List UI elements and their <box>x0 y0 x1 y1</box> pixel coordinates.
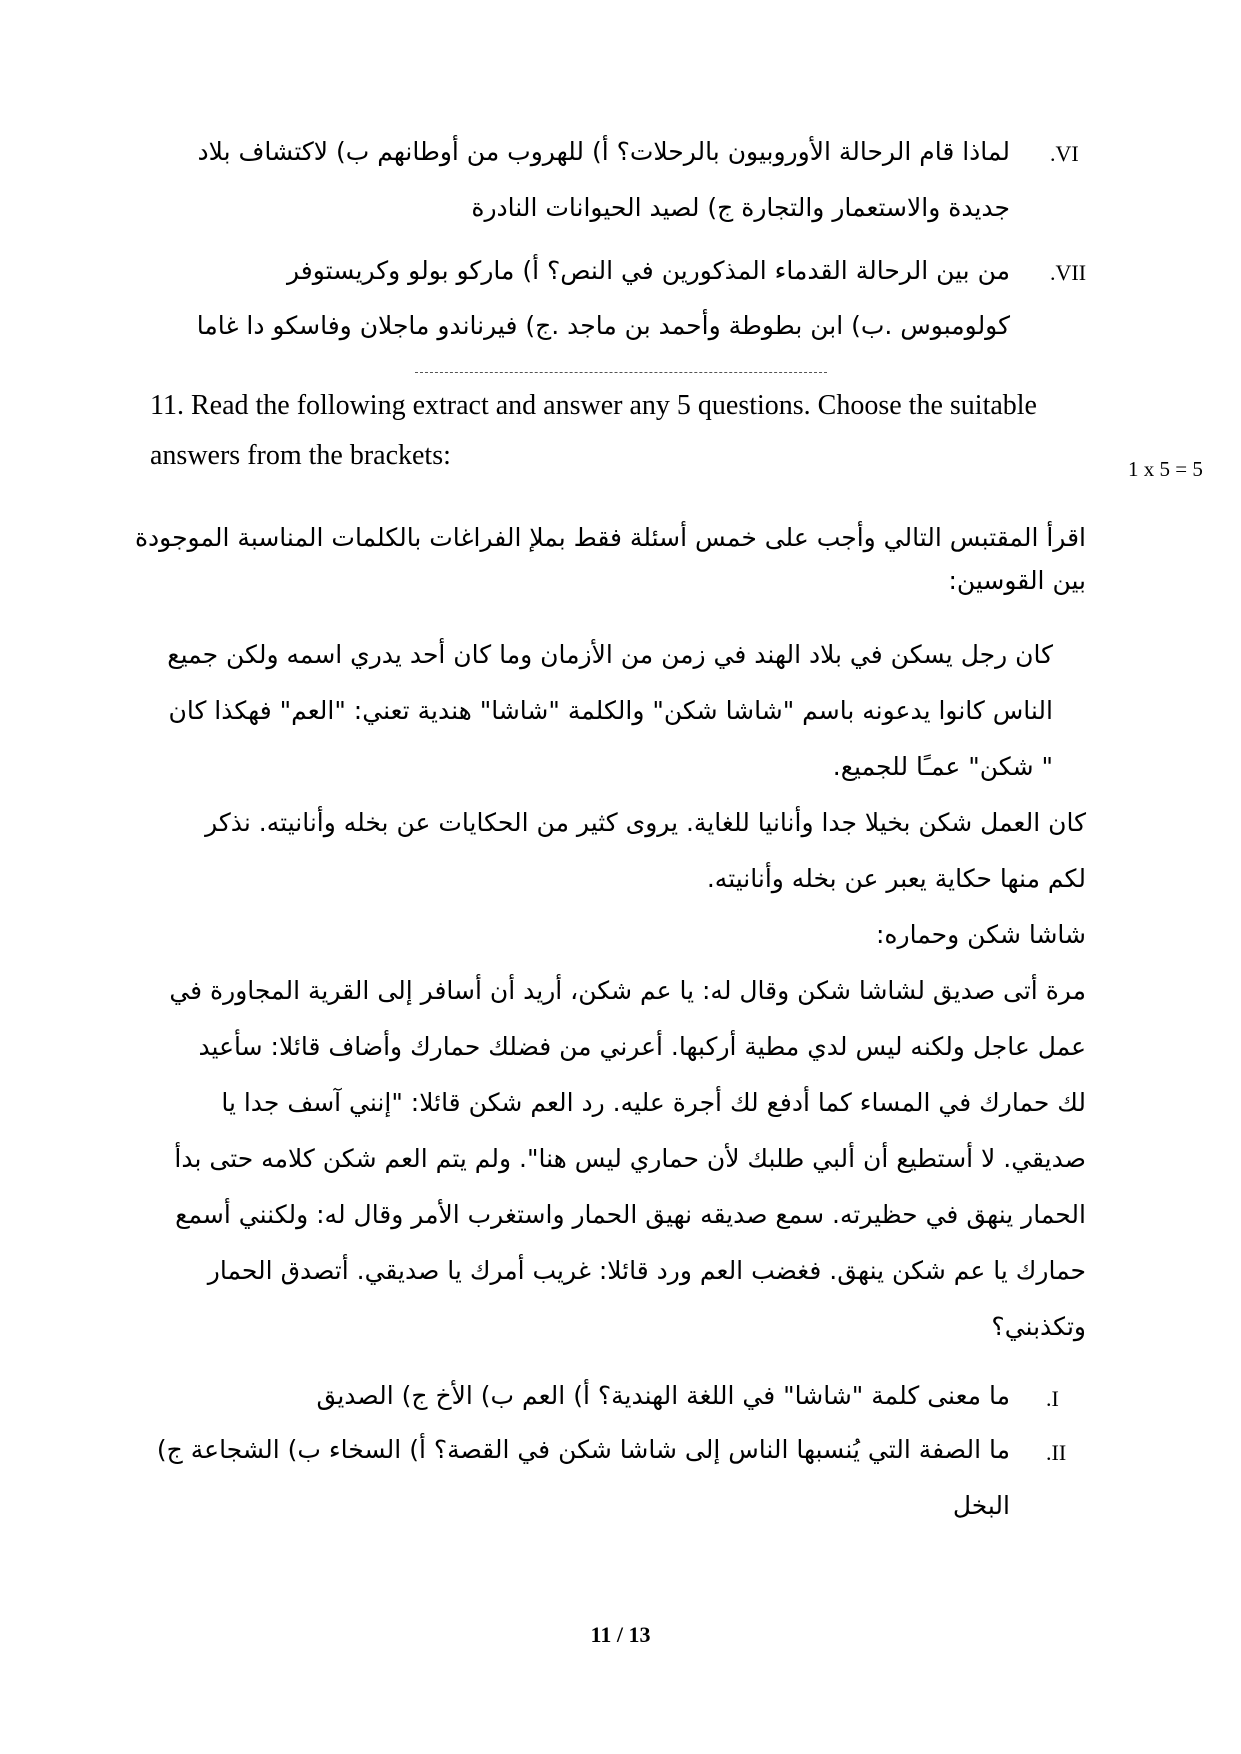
instruction-line-1: اقرأ المقتبس التالي وأجب على خمس أسئلة فقط بملإ الفراغات بالكلمات المناسبة الموجودة <box>134 523 1086 552</box>
question-i-line-1: ما معنى كلمة "شاشا" في اللغة الهندية؟ أ) العم ب) الأخ ج) الصديق <box>316 1381 1010 1410</box>
passage-line: " شكن" عمـًا للجميع. <box>832 752 1053 781</box>
question-number-vi: .VI <box>1050 141 1079 166</box>
question-vii-line-1: من بين الرحالة القدماء المذكورين في النص؟ أ) ماركو بولو وكريستوفر <box>286 256 1010 285</box>
q11-prompt-line-2: answers from the brackets: <box>150 440 451 471</box>
question-ii-line-2: البخل <box>952 1491 1010 1520</box>
page-number: 11 / 13 <box>590 1622 651 1647</box>
question-vii-line-2: كولومبوس .ب) ابن بطوطة وأحمد بن ماجد .ج) فيرناندو ماجلان وفاسكو دا غاما <box>196 311 1010 340</box>
section-divider <box>415 372 827 373</box>
instruction-line-2: بين القوسين: <box>948 566 1086 595</box>
question-vi-line-1: لماذا قام الرحالة الأوروبيون بالرحلات؟ أ) للهروب من أوطانهم ب) لاكتشاف بلاد <box>197 137 1010 166</box>
marks-allocation: 1 x 5 = 5 <box>1128 457 1203 481</box>
passage-subtitle: شاشا شكن وحماره: <box>876 920 1086 949</box>
question-number-i: .I <box>1046 1386 1059 1411</box>
passage-line: وتكذبني؟ <box>991 1312 1086 1341</box>
passage-line: حمارك يا عم شكن ينهق. فغضب العم ورد قائلا: غريب أمرك يا صديقي. أتصدق الحمار <box>207 1256 1086 1285</box>
passage-line: الناس كانوا يدعونه باسم "شاشا شكن" والكلمة "شاشا" هندية تعني: "العم" فهكذا كان <box>168 696 1053 725</box>
question-number-ii: .II <box>1046 1440 1067 1465</box>
passage-line: مرة أتى صديق لشاشا شكن وقال له: يا عم شكن، أريد أن أسافر إلى القرية المجاورة في <box>169 976 1086 1005</box>
question-ii-line-1: ما الصفة التي يُنسبها الناس إلى شاشا شكن في القصة؟ أ) السخاء ب) الشجاعة ج) <box>156 1435 1010 1464</box>
passage-line: لك حمارك في المساء كما أدفع لك أجرة عليه. رد العم شكن قائلا: "إنني آسف جدا يا <box>221 1088 1086 1117</box>
question-vi-line-2: جديدة والاستعمار والتجارة ج) لصيد الحيوانات النادرة <box>471 193 1010 222</box>
passage-line: كان رجل يسكن في بلاد الهند في زمن من الأزمان وما كان أحد يدري اسمه ولكن جميع <box>167 640 1053 669</box>
passage-line: لكم منها حكاية يعبر عن بخله وأنانيته. <box>706 864 1086 893</box>
passage-line: الحمار ينهق في حظيرته. سمع صديقه نهيق الحمار واستغرب الأمر وقال له: ولكنني أسمع <box>175 1200 1086 1229</box>
passage-line: كان العمل شكن بخيلا جدا وأنانيا للغاية. يروى كثير من الحكايات عن بخله وأنانيته. نذكر <box>205 808 1086 837</box>
question-number-vii: .VII <box>1050 260 1087 285</box>
q11-prompt-line-1: 11. Read the following extract and answer any 5 questions. Choose the suitable <box>150 390 1037 421</box>
passage-line: عمل عاجل ولكنه ليس لدي مطية أركبها. أعرني من فضلك حمارك وأضاف قائلا: سأعيد <box>198 1032 1086 1061</box>
passage-line: صديقي. لا أستطيع أن ألبي طلبك لأن حماري ليس هنا". ولم يتم العم شكن كلامه حتى بدأ <box>174 1144 1086 1173</box>
